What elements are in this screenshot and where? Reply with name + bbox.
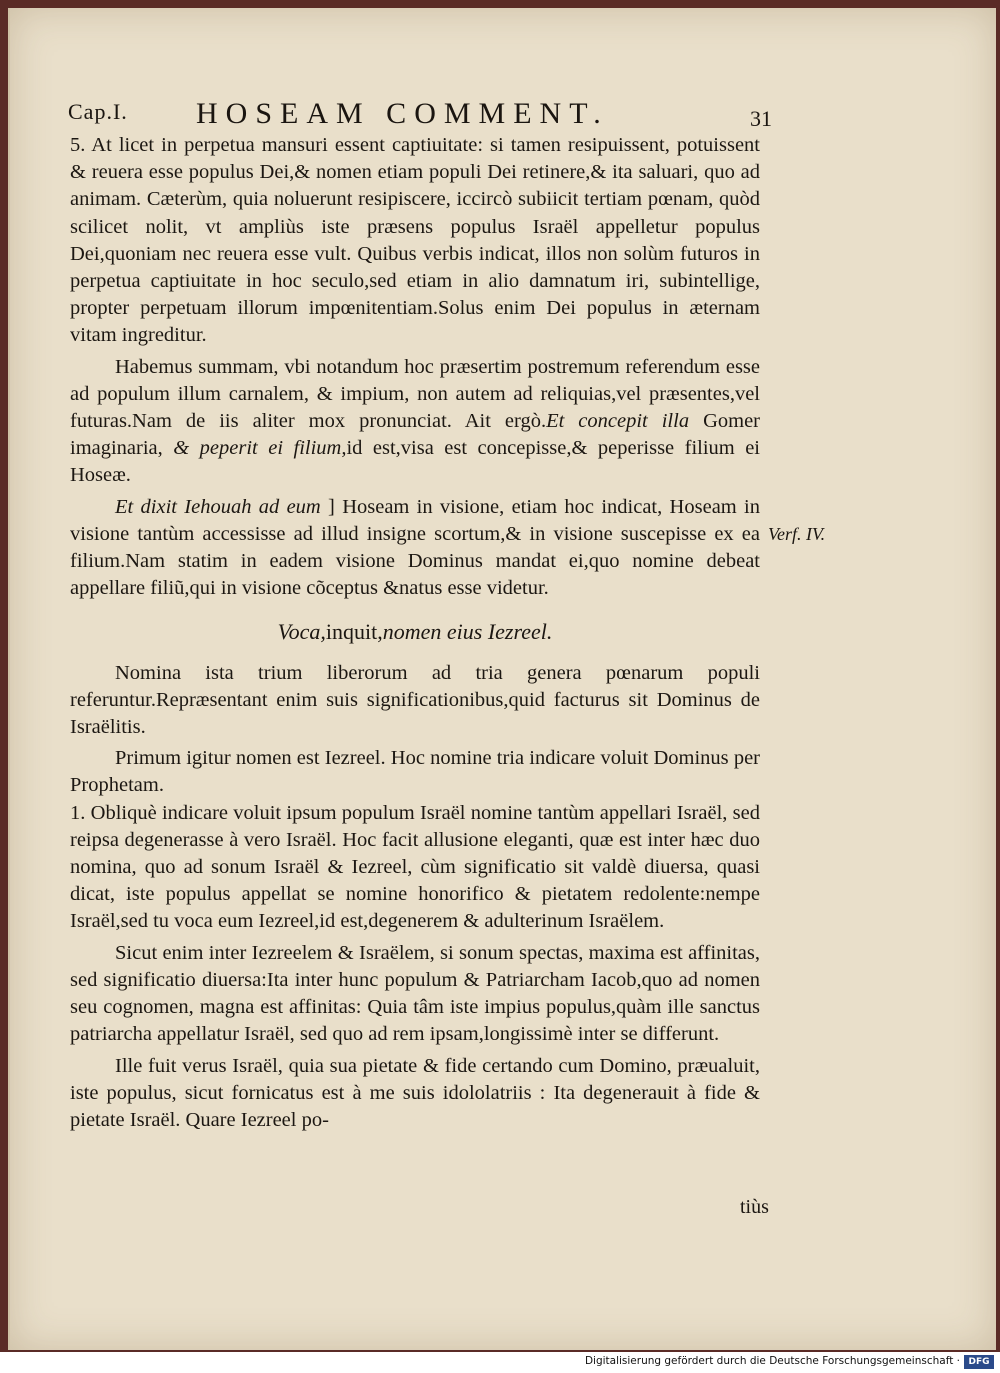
paragraph [70, 354, 760, 490]
paragraph [70, 494, 760, 603]
running-head [68, 97, 768, 133]
paragraph: 5. At licet in perpetua mansuri essent captiuitate: si tamen resipuissent, potuissent & reuera esse populus Dei,& nomen etiam populi Dei retinere,& ita saluari, quo ad animam. Cæterùm, quia noluerunt resipiscere, iccircò subiicit tertiam pœnam, quòd scilicet nolit, vt ampliùs iste præsens populus Israël appelletur populus Dei,quoniam nec reuera esse vult. Quibus verbis indicat, illos non solùm futuros in perpetua captiuitate in hoc seculo,sed etiam in alio damnatum iri, subintellige, propter perpetuam illorum impœnitentiam.Solus enim Dei populus in æternam vitam ingreditur. [70, 134, 760, 347]
funding-notice: Digitalisierung gefördert durch die Deutsche Forschungsgemeinschaft · [584, 1355, 960, 1367]
catchword: tiùs [740, 1196, 769, 1218]
paragraph-text: Habemus summam, vbi notandum hoc præsertim postremum referendum esse ad populum illum carnalem, & impium, non autem ad reliquias,vel præsentes,vel futuras.Nam de iis aliter mox pronunciat. Ait ergò. [70, 355, 760, 433]
paragraph: Primum igitur nomen est Iezreel. Hoc nomine tria indicare voluit Dominus per Prophetam. [70, 747, 760, 797]
paragraph-text: Gomer imaginaria, [70, 410, 760, 460]
paragraph-text: id est,visa est concepisse,& peperisse filium ei Hoseæ. [70, 437, 761, 487]
subheading-part: nomen eius Iezreel. [382, 619, 553, 645]
paragraph: 1. Obliquè indicare voluit ipsum populum Israël nomine tantùm appellari Israël, sed reipsa degenerasse à vero Israël. Hoc facit allusione eleganti, quæ est inter hæc duo nomina, quo ad sonum Israël & Iezreel, cùm significatio sit valdè diuersa, quasi dicat, iste populus appellat se nomine honorifico & pietatem redolente:nempe Israël,sed tu voca eum Iezreel,id est,degenerem & adulterinum Israëlem. [70, 801, 760, 933]
dfg-logo-icon: DFG [964, 1355, 994, 1369]
running-title: HOSEAM COMMENT. [196, 97, 609, 130]
subheading [70, 618, 760, 645]
subheading-part: inquit, [325, 619, 383, 645]
bracket: ] [320, 495, 343, 518]
subheading-part: Voca, [277, 619, 326, 645]
paragraph: Sicut enim inter Iezreelem & Israëlem, si sonum spectas, maxima est affinitas, sed significatio diuersa:Ita inter hunc populum & Patriarcham Iacob,quo ad nomen seu cognomen, magna est affinitas: Quia tâm iste impius populus,quàm ille sanctus patriarcha appellatur Israël, sed quo ad rem ipsam,longissimè inter se differunt. [70, 941, 760, 1046]
body-text [70, 132, 760, 1134]
scripture-quote: Et concepit illa [546, 410, 690, 433]
paragraph-text: Hoseam in visione, etiam hoc indicat, Hoseam in visione tantùm accessisse ad illud insigne scortum,& in visione suscepisse ex ea filium.Nam statim in eadem visione Dominus mandat ei,quo nomine debeat appellare filiũ,qui in visione cõceptus &natus esse videtur. [70, 495, 760, 600]
chapter-label: Cap.I. [68, 99, 128, 124]
page-number: 31 [750, 106, 772, 131]
scripture-quote: Et dixit Iehouah ad eum [115, 495, 321, 518]
footer-bar [0, 1352, 1000, 1373]
scripture-quote: & peperit ei filium, [173, 437, 347, 460]
paragraph: Ille fuit verus Israël, quia sua pietate & fide certando cum Domino, præualuit, iste populus, sicut fornicatus est à me suis idololatriis : Ita degenerauit à fide & pietate Israël. Quare Iezreel po- [70, 1054, 760, 1131]
margin-note: Verf. IV. [768, 524, 826, 544]
paragraph: Nomina ista trium liberorum ad tria genera pœnarum populi referuntur.Repræsentant enim suis significationibus,quid facturus sit Dominus de Israëlitis. [70, 661, 760, 739]
